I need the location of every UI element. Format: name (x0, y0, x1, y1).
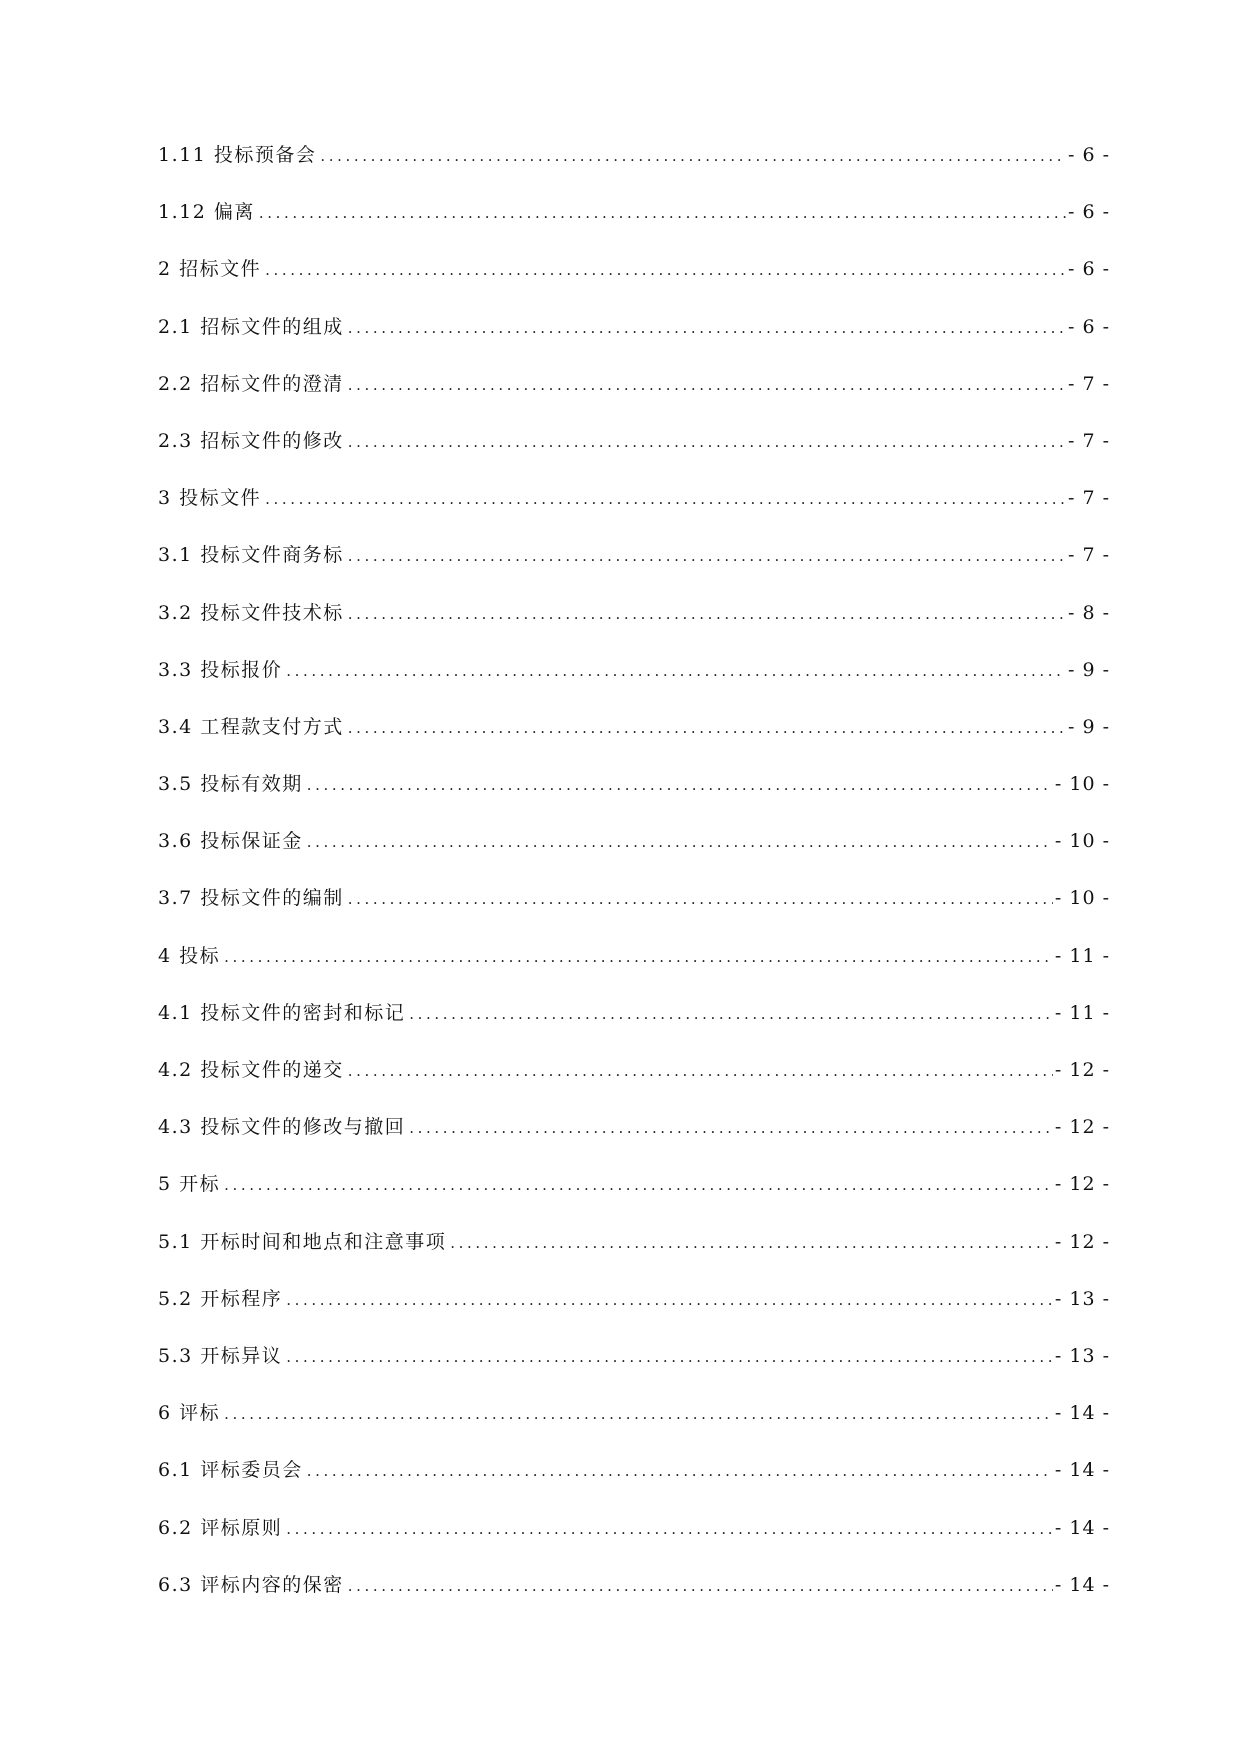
toc-entry-page-number: - 14 - (1054, 1516, 1110, 1539)
toc-entry-title: 2 招标文件 (158, 258, 262, 281)
toc-entry-page-number: - 13 - (1054, 1344, 1110, 1367)
toc-entry-page-number: - 6 - (1067, 144, 1110, 166)
toc-entry-page-number: - 6 - (1067, 258, 1110, 281)
toc-entry[interactable] (158, 1227, 1110, 1284)
dot-leader (286, 1341, 1053, 1372)
toc-entry-page-number: - 7 - (1067, 487, 1110, 510)
toc-entry-title: 3.3 投标报价 (158, 658, 283, 681)
dot-leader (409, 998, 1053, 1029)
toc-entry[interactable] (158, 540, 1110, 597)
dot-leader (348, 426, 1066, 457)
toc-entry-page-number: - 10 - (1054, 830, 1110, 853)
toc-entry-title: 3.1 投标文件商务标 (158, 544, 344, 567)
dot-leader (348, 540, 1066, 571)
toc-entry-page-number: - 14 - (1054, 1402, 1110, 1425)
toc-entry-title: 1.12 偏离 (158, 201, 255, 224)
toc-entry-page-number: - 7 - (1067, 372, 1110, 395)
toc-entry-page-number: - 11 - (1054, 1001, 1110, 1024)
toc-entry[interactable] (158, 1169, 1110, 1226)
toc-entry-page-number: - 12 - (1054, 1230, 1110, 1253)
toc-entry[interactable] (158, 1112, 1110, 1169)
toc-entry-page-number: - 10 - (1054, 773, 1110, 796)
toc-entry-title: 1.11 投标预备会 (158, 144, 317, 166)
toc-entry-title: 5.2 开标程序 (158, 1287, 283, 1310)
dot-leader (265, 254, 1066, 285)
dot-leader (265, 483, 1066, 514)
toc-entry-page-number: - 12 - (1054, 1059, 1110, 1081)
toc-entry[interactable] (158, 598, 1110, 655)
dot-leader (224, 1169, 1053, 1200)
dot-leader (286, 1513, 1053, 1544)
toc-entry[interactable] (158, 1455, 1110, 1512)
dot-leader (224, 941, 1053, 972)
toc-entry[interactable] (158, 1513, 1110, 1570)
toc-entry-page-number: - 12 - (1054, 1173, 1110, 1196)
dot-leader (286, 655, 1066, 686)
toc-entry[interactable] (158, 826, 1110, 883)
toc-entry[interactable] (158, 1398, 1110, 1455)
toc-entry-title: 2.1 招标文件的组成 (158, 315, 344, 338)
dot-leader (348, 712, 1066, 743)
toc-entry[interactable] (158, 1055, 1110, 1112)
dot-leader (450, 1227, 1053, 1258)
toc-entry-page-number: - 14 - (1054, 1573, 1110, 1596)
dot-leader (348, 1570, 1053, 1601)
table-of-contents (158, 140, 1110, 1627)
dot-leader (307, 769, 1053, 800)
dot-leader (409, 1112, 1053, 1143)
toc-entry-title: 2.3 招标文件的修改 (158, 429, 344, 452)
toc-entry-page-number: - 10 - (1054, 887, 1110, 910)
toc-entry-page-number: - 7 - (1067, 544, 1110, 567)
toc-entry-title: 3.7 投标文件的编制 (158, 887, 344, 910)
toc-entry-title: 2.2 招标文件的澄清 (158, 372, 344, 395)
toc-entry-title: 5.1 开标时间和地点和注意事项 (158, 1230, 447, 1253)
toc-entry-page-number: - 11 - (1054, 944, 1110, 967)
toc-entry-page-number: - 14 - (1054, 1459, 1110, 1482)
toc-entry[interactable] (158, 998, 1110, 1055)
toc-entry[interactable] (158, 941, 1110, 998)
toc-entry-page-number: - 7 - (1067, 429, 1110, 452)
dot-leader (348, 1055, 1053, 1086)
dot-leader (307, 1455, 1053, 1486)
toc-entry-title: 4.2 投标文件的递交 (158, 1059, 344, 1081)
dot-leader (259, 197, 1066, 228)
dot-leader (348, 883, 1053, 914)
toc-entry[interactable] (158, 426, 1110, 483)
toc-entry-page-number: - 6 - (1067, 201, 1110, 224)
toc-entry-title: 4.3 投标文件的修改与撤回 (158, 1116, 406, 1139)
toc-entry-page-number: - 6 - (1067, 315, 1110, 338)
toc-entry[interactable] (158, 883, 1110, 940)
toc-entry[interactable] (158, 140, 1110, 197)
dot-leader (286, 1284, 1053, 1315)
toc-entry-page-number: - 8 - (1067, 601, 1110, 624)
toc-entry[interactable] (158, 769, 1110, 826)
dot-leader (224, 1398, 1053, 1429)
toc-entry[interactable] (158, 483, 1110, 540)
toc-entry-title: 3 投标文件 (158, 487, 262, 510)
toc-entry-page-number: - 9 - (1067, 658, 1110, 681)
toc-entry-title: 6.3 评标内容的保密 (158, 1573, 344, 1596)
toc-entry-page-number: - 13 - (1054, 1287, 1110, 1310)
toc-entry[interactable] (158, 1284, 1110, 1341)
toc-entry-title: 3.2 投标文件技术标 (158, 601, 344, 624)
dot-leader (307, 826, 1053, 857)
toc-entry[interactable] (158, 1341, 1110, 1398)
toc-entry-title: 3.5 投标有效期 (158, 773, 303, 796)
dot-leader (348, 598, 1066, 629)
toc-entry-page-number: - 9 - (1067, 715, 1110, 738)
toc-entry-title: 6.1 评标委员会 (158, 1459, 303, 1482)
toc-entry-title: 5 开标 (158, 1173, 221, 1196)
toc-entry[interactable] (158, 712, 1110, 769)
toc-entry[interactable] (158, 1570, 1110, 1627)
toc-entry-title: 4.1 投标文件的密封和标记 (158, 1001, 406, 1024)
toc-entry-title: 3.6 投标保证金 (158, 830, 303, 853)
dot-leader (348, 369, 1066, 400)
toc-entry-title: 6 评标 (158, 1402, 221, 1425)
toc-entry[interactable] (158, 197, 1110, 254)
toc-entry[interactable] (158, 254, 1110, 311)
toc-entry-page-number: - 12 - (1054, 1116, 1110, 1139)
toc-entry-title: 3.4 工程款支付方式 (158, 715, 344, 738)
dot-leader (320, 140, 1066, 171)
dot-leader (348, 312, 1066, 343)
toc-entry-title: 6.2 评标原则 (158, 1516, 283, 1539)
toc-entry[interactable] (158, 312, 1110, 369)
toc-entry-title: 4 投标 (158, 944, 221, 967)
toc-entry[interactable] (158, 655, 1110, 712)
toc-entry-title: 5.3 开标异议 (158, 1344, 283, 1367)
toc-entry[interactable] (158, 369, 1110, 426)
